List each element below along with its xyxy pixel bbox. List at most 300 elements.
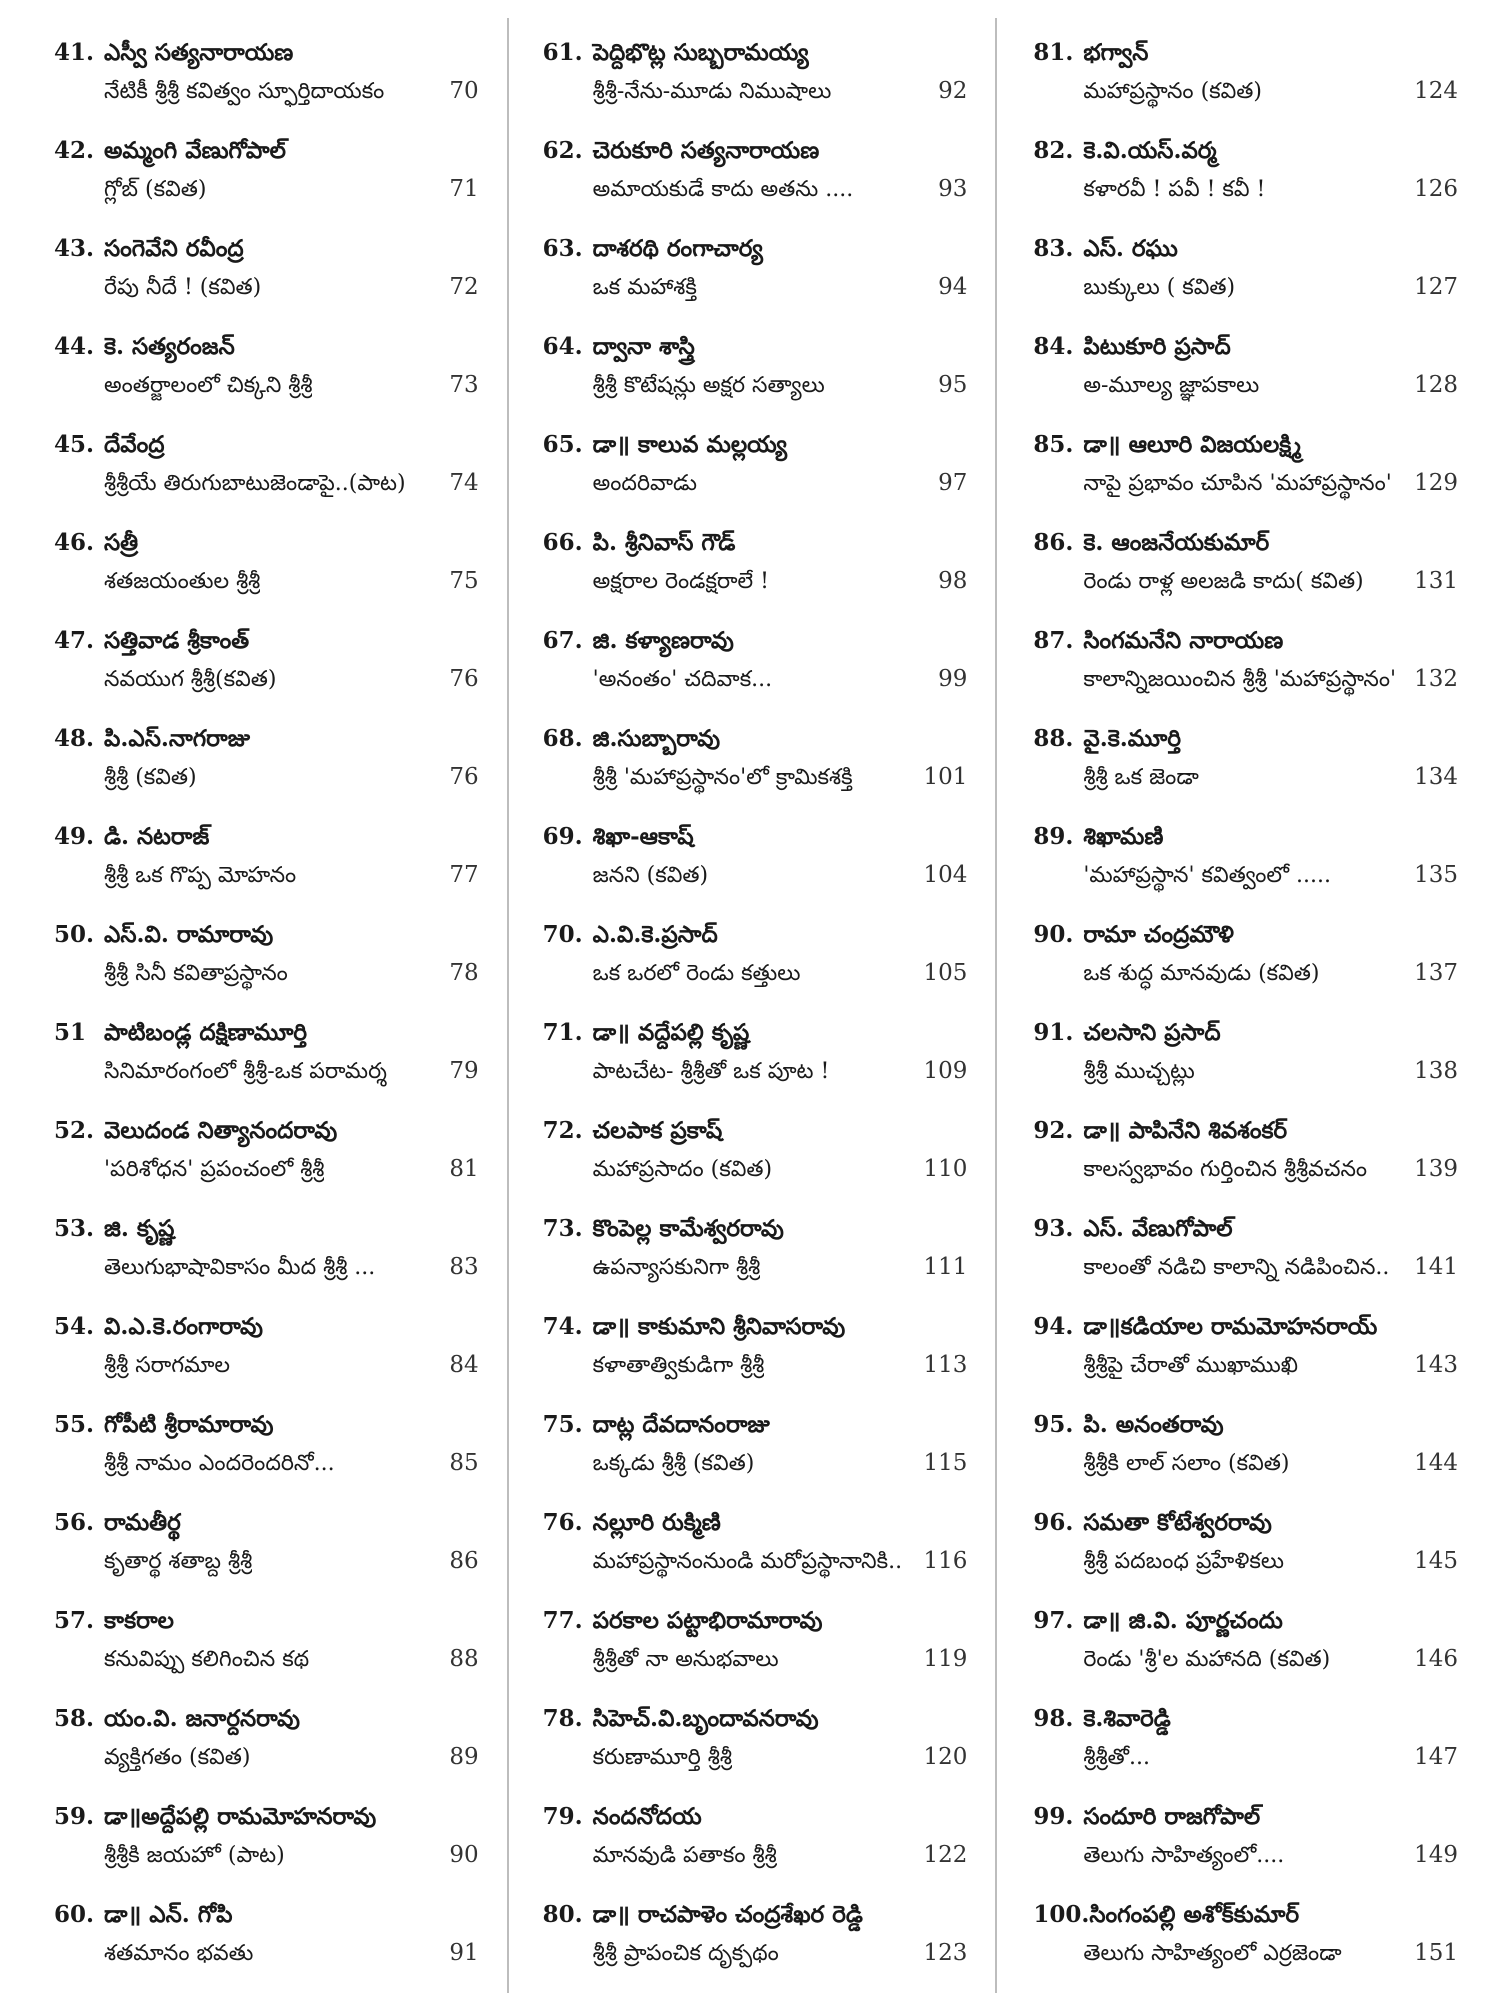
contents-entry bbox=[54, 1684, 479, 1782]
entry-number: 85. bbox=[1033, 431, 1074, 458]
entry-page-number: 151 bbox=[1414, 1940, 1459, 1966]
entry-author: సిహెచ్.వి.బృందావనరావు bbox=[592, 1705, 819, 1732]
entry-heading bbox=[54, 1602, 479, 1640]
entry-number: 60. bbox=[54, 1901, 95, 1928]
entry-title: శ్రీశ్రీయే తిరుగుబాటుజెండాపై..(పాట) bbox=[104, 471, 406, 496]
contents-entry bbox=[1033, 1390, 1458, 1488]
entry-detail bbox=[54, 1934, 479, 1972]
entry-page-number: 134 bbox=[1414, 764, 1459, 790]
contents-entry bbox=[54, 312, 479, 410]
entry-detail bbox=[54, 1444, 479, 1482]
contents-entry bbox=[54, 1194, 479, 1292]
contents-entry bbox=[1033, 116, 1458, 214]
entry-page-number: 149 bbox=[1414, 1842, 1459, 1868]
entry-author: చలసాని ప్రసాద్ bbox=[1083, 1019, 1221, 1046]
entry-author: పరకాల పట్టాభిరామారావు bbox=[592, 1607, 823, 1634]
entry-number: 57. bbox=[54, 1607, 95, 1634]
entry-detail bbox=[543, 856, 968, 894]
entry-page-number: 146 bbox=[1414, 1646, 1459, 1672]
entry-author: డా॥ రాచపాళెం చంద్రశేఖర రెడ్డి bbox=[592, 1901, 863, 1928]
entry-heading bbox=[54, 1700, 479, 1738]
entry-heading bbox=[543, 132, 968, 170]
entry-author: డా॥కడియాల రామమోహనరాయ్ bbox=[1083, 1313, 1378, 1340]
contents-entry bbox=[1033, 1880, 1458, 1978]
entry-number: 96. bbox=[1033, 1509, 1074, 1536]
contents-entry bbox=[543, 1194, 968, 1292]
entry-page-number: 78 bbox=[449, 960, 479, 986]
entry-number: 56. bbox=[54, 1509, 95, 1536]
entry-number: 46. bbox=[54, 529, 95, 556]
entry-author: పి.ఎస్.నాగరాజు bbox=[104, 725, 250, 752]
entry-detail bbox=[1033, 170, 1458, 208]
contents-entry bbox=[54, 1782, 479, 1880]
entry-author: వై.కె.మూర్తి bbox=[1083, 725, 1182, 752]
contents-entry bbox=[1033, 508, 1458, 606]
contents-entry bbox=[54, 704, 479, 802]
entry-page-number: 73 bbox=[449, 372, 479, 398]
entry-page-number: 81 bbox=[449, 1156, 479, 1182]
entry-title: నాపై ప్రభావం చూపిన 'మహాప్రస్థానం' bbox=[1083, 471, 1392, 496]
entry-title: నవయుగ శ్రీశ్రీ(కవిత) bbox=[104, 667, 277, 692]
entry-title: వ్యక్తిగతం (కవిత) bbox=[104, 1745, 251, 1770]
entry-page-number: 127 bbox=[1414, 274, 1459, 300]
entry-author: జి. కృష్ణ bbox=[104, 1215, 175, 1242]
entry-page-number: 116 bbox=[923, 1548, 968, 1574]
entry-author: గోపీటి శ్రీరామారావు bbox=[104, 1411, 274, 1438]
entry-author: రామా చంద్రమౌళి bbox=[1083, 921, 1234, 948]
entry-page-number: 138 bbox=[1414, 1058, 1459, 1084]
entry-detail bbox=[54, 1738, 479, 1776]
entry-heading bbox=[543, 524, 968, 562]
entry-detail bbox=[54, 268, 479, 306]
entry-heading bbox=[1033, 1896, 1458, 1934]
entry-title: తెలుగు సాహిత్యంలో ఎర్రజెండా bbox=[1083, 1941, 1342, 1966]
entry-page-number: 84 bbox=[449, 1352, 479, 1378]
entry-detail bbox=[543, 1542, 968, 1580]
entry-number: 90. bbox=[1033, 921, 1074, 948]
entry-number: 76. bbox=[542, 1509, 583, 1536]
contents-entry bbox=[54, 802, 479, 900]
entry-number: 86. bbox=[1033, 529, 1074, 556]
entry-heading bbox=[543, 622, 968, 660]
entry-number: 80. bbox=[542, 1901, 583, 1928]
entry-detail bbox=[543, 660, 968, 698]
entry-heading bbox=[54, 132, 479, 170]
entry-page-number: 98 bbox=[938, 568, 968, 594]
entry-page-number: 75 bbox=[449, 568, 479, 594]
contents-entry bbox=[543, 1488, 968, 1586]
entry-page-number: 76 bbox=[449, 764, 479, 790]
entry-author: ఎస్వీ సత్యనారాయణ bbox=[104, 39, 294, 66]
contents-entry bbox=[1033, 1096, 1458, 1194]
entry-title: మానవుడి పతాకం శ్రీశ్రీ bbox=[592, 1843, 777, 1868]
entry-author: శిఖామణి bbox=[1083, 823, 1164, 850]
entry-number: 54. bbox=[54, 1313, 95, 1340]
entry-detail bbox=[54, 562, 479, 600]
entry-title: అందరివాడు bbox=[592, 471, 697, 496]
entry-heading bbox=[54, 1406, 479, 1444]
entry-heading bbox=[543, 818, 968, 856]
entry-title: అక్షరాల రెండక్షరాలే ! bbox=[592, 569, 769, 594]
entry-page-number: 85 bbox=[449, 1450, 479, 1476]
entry-detail bbox=[1033, 1836, 1458, 1874]
entry-title: శ్రీశ్రీతో నా అనుభవాలు bbox=[592, 1647, 779, 1672]
contents-entry bbox=[54, 1880, 479, 1978]
entry-heading bbox=[543, 1112, 968, 1150]
entry-detail bbox=[1033, 954, 1458, 992]
entry-heading bbox=[1033, 622, 1458, 660]
entry-heading bbox=[1033, 1210, 1458, 1248]
entry-number: 66. bbox=[542, 529, 583, 556]
entry-heading bbox=[54, 916, 479, 954]
entry-page-number: 92 bbox=[938, 78, 968, 104]
entry-author: డి. నటరాజ్ bbox=[104, 823, 210, 850]
entry-page-number: 143 bbox=[1414, 1352, 1459, 1378]
entry-heading bbox=[543, 230, 968, 268]
entry-number: 55. bbox=[54, 1411, 95, 1438]
entry-heading bbox=[543, 1798, 968, 1836]
entry-heading bbox=[543, 916, 968, 954]
entry-page-number: 91 bbox=[449, 1940, 479, 1966]
entry-number: 67. bbox=[542, 627, 583, 654]
entry-number: 94. bbox=[1033, 1313, 1074, 1340]
entry-detail bbox=[543, 366, 968, 404]
entry-number: 53. bbox=[54, 1215, 95, 1242]
entry-heading bbox=[543, 1014, 968, 1052]
entry-page-number: 109 bbox=[923, 1058, 968, 1084]
entry-detail bbox=[543, 464, 968, 502]
entry-detail bbox=[1033, 1542, 1458, 1580]
entry-detail bbox=[54, 366, 479, 404]
entry-page-number: 76 bbox=[449, 666, 479, 692]
entry-title: శ్రీశ్రీ కొటేషన్లు అక్షర సత్యాలు bbox=[592, 373, 825, 398]
entry-heading bbox=[1033, 1112, 1458, 1150]
entry-detail bbox=[1033, 856, 1458, 894]
entry-page-number: 144 bbox=[1414, 1450, 1459, 1476]
entry-page-number: 124 bbox=[1414, 78, 1459, 104]
contents-entry bbox=[1033, 900, 1458, 998]
entry-detail bbox=[543, 1346, 968, 1384]
contents-entry bbox=[543, 1292, 968, 1390]
entry-title: శ్రీశ్రీ సినీ కవితాప్రస్థానం bbox=[104, 961, 288, 986]
entry-heading bbox=[1033, 1308, 1458, 1346]
contents-entry bbox=[543, 998, 968, 1096]
contents-entry bbox=[54, 1586, 479, 1684]
entry-heading bbox=[1033, 132, 1458, 170]
entry-author: ద్వానా శాస్త్రి bbox=[592, 333, 695, 360]
entry-heading bbox=[54, 1896, 479, 1934]
entry-title: శ్రీశ్రీ పదబంధ ప్రహేళికలు bbox=[1083, 1549, 1285, 1574]
entry-title: అమాయకుడే కాదు అతను .... bbox=[592, 177, 854, 202]
contents-entry bbox=[543, 802, 968, 900]
entry-title: రెండు రాళ్ల అలజడి కాదు( కవిత) bbox=[1083, 569, 1364, 594]
entry-page-number: 77 bbox=[449, 862, 479, 888]
entry-number: 69. bbox=[542, 823, 583, 850]
entry-heading bbox=[1033, 720, 1458, 758]
contents-entry bbox=[54, 998, 479, 1096]
entry-heading bbox=[543, 1700, 968, 1738]
entry-title: కరుణామూర్తి శ్రీశ్రీ bbox=[592, 1745, 732, 1770]
entry-author: నల్లూరి రుక్మిణి bbox=[592, 1509, 721, 1536]
entry-heading bbox=[54, 1308, 479, 1346]
entry-title: మహాప్రసాదం (కవిత) bbox=[592, 1157, 773, 1182]
entry-heading bbox=[1033, 34, 1458, 72]
entry-detail bbox=[1033, 268, 1458, 306]
entry-number: 52. bbox=[54, 1117, 95, 1144]
entry-author: దాశరథి రంగాచార్య bbox=[592, 235, 763, 262]
entry-number: 44. bbox=[54, 333, 95, 360]
entry-number: 89. bbox=[1033, 823, 1074, 850]
entry-detail bbox=[543, 954, 968, 992]
entry-title: బుక్కులు ( కవిత) bbox=[1083, 275, 1236, 300]
entry-heading bbox=[543, 720, 968, 758]
entry-heading bbox=[543, 1602, 968, 1640]
entry-detail bbox=[1033, 1640, 1458, 1678]
entry-number: 98. bbox=[1033, 1705, 1074, 1732]
entry-author: సత్రీ bbox=[104, 529, 139, 556]
entry-heading bbox=[543, 1210, 968, 1248]
entry-number: 97. bbox=[1033, 1607, 1074, 1634]
entry-author: కొంపెల్ల కామేశ్వరరావు bbox=[592, 1215, 784, 1242]
entry-detail bbox=[1033, 464, 1458, 502]
entry-title: శ్రీశ్రీ ముచ్చట్లు bbox=[1083, 1059, 1195, 1084]
entry-number: 68. bbox=[542, 725, 583, 752]
entry-title: శ్రీశ్రీ నామం ఎందరెందరినో... bbox=[104, 1451, 335, 1476]
contents-entry bbox=[1033, 1488, 1458, 1586]
entry-author: కె.వి.యస్.వర్మ bbox=[1083, 137, 1217, 164]
contents-entry bbox=[1033, 606, 1458, 704]
entry-page-number: 105 bbox=[923, 960, 968, 986]
entry-title: 'మహాప్రస్థాన' కవిత్వంలో ..... bbox=[1083, 863, 1331, 888]
entry-page-number: 88 bbox=[449, 1646, 479, 1672]
entry-author: ఎస్. వేణుగోపాల్ bbox=[1083, 1215, 1233, 1242]
entry-title: కళాతాత్వికుడిగా శ్రీశ్రీ bbox=[592, 1353, 765, 1378]
entry-heading bbox=[1033, 1700, 1458, 1738]
entry-page-number: 94 bbox=[938, 274, 968, 300]
entry-number: 83. bbox=[1033, 235, 1074, 262]
entry-author: సింగమనేని నారాయణ bbox=[1083, 627, 1284, 654]
contents-entry bbox=[54, 18, 479, 116]
entry-page-number: 132 bbox=[1414, 666, 1459, 692]
entry-heading bbox=[543, 34, 968, 72]
entry-title: ఒక మహాశక్తి bbox=[592, 275, 697, 300]
entry-number: 79. bbox=[542, 1803, 583, 1830]
entry-page-number: 74 bbox=[449, 470, 479, 496]
entry-author: సంగెవేని రవీంద్ర bbox=[104, 235, 244, 262]
entry-author: డా॥ జి.వి. పూర్ణచందు bbox=[1083, 1607, 1283, 1634]
entry-title: 'పరిశోధన' ప్రపంచంలో శ్రీశ్రీ bbox=[104, 1157, 325, 1182]
entry-number: 84. bbox=[1033, 333, 1074, 360]
entry-heading bbox=[543, 1308, 968, 1346]
entry-detail bbox=[1033, 366, 1458, 404]
entry-title: కాలంతో నడిచి కాలాన్ని నడిపించిన.. bbox=[1083, 1255, 1390, 1280]
contents-entry bbox=[543, 900, 968, 998]
entry-author: ఎస్. రఘు bbox=[1083, 235, 1178, 262]
entry-heading bbox=[54, 1798, 479, 1836]
entry-number: 100. bbox=[1033, 1901, 1090, 1928]
entry-title: ఒక్కడు శ్రీశ్రీ (కవిత) bbox=[592, 1451, 755, 1476]
entry-detail bbox=[543, 170, 968, 208]
entry-page-number: 126 bbox=[1414, 176, 1459, 202]
entry-heading bbox=[54, 1112, 479, 1150]
entry-detail bbox=[543, 758, 968, 796]
entry-heading bbox=[1033, 1014, 1458, 1052]
entry-author: జి. కళ్యాణరావు bbox=[592, 627, 734, 654]
entry-author: డా॥అద్దేపల్లి రామమోహనరావు bbox=[104, 1803, 377, 1830]
entry-number: 81. bbox=[1033, 39, 1074, 66]
entry-page-number: 147 bbox=[1414, 1744, 1459, 1770]
entry-page-number: 83 bbox=[449, 1254, 479, 1280]
entry-page-number: 111 bbox=[923, 1254, 968, 1280]
contents-entry bbox=[543, 410, 968, 508]
entry-author: చెరుకూరి సత్యనారాయణ bbox=[592, 137, 820, 164]
contents-entry bbox=[54, 606, 479, 704]
entry-page-number: 129 bbox=[1414, 470, 1459, 496]
entry-detail bbox=[54, 856, 479, 894]
entry-heading bbox=[543, 1896, 968, 1934]
entry-detail bbox=[1033, 1052, 1458, 1090]
entry-page-number: 141 bbox=[1414, 1254, 1459, 1280]
entry-author: డా॥ ఆలూరి విజయలక్ష్మి bbox=[1083, 431, 1301, 458]
entry-page-number: 128 bbox=[1414, 372, 1459, 398]
entry-detail bbox=[1033, 1444, 1458, 1482]
entry-heading bbox=[543, 1406, 968, 1444]
entry-number: 93. bbox=[1033, 1215, 1074, 1242]
entry-heading bbox=[54, 230, 479, 268]
contents-entry bbox=[543, 214, 968, 312]
entry-author: రామతీర్థ bbox=[104, 1509, 181, 1536]
entry-detail bbox=[54, 1150, 479, 1188]
entry-heading bbox=[543, 328, 968, 366]
entry-title: రేపు నీదే ! (కవిత) bbox=[104, 275, 262, 300]
entry-author: కె. సత్యరంజన్ bbox=[104, 333, 235, 360]
entry-author: డా॥ వద్దేపల్లి కృష్ణ bbox=[592, 1019, 750, 1046]
entry-page-number: 115 bbox=[923, 1450, 968, 1476]
contents-entry bbox=[1033, 998, 1458, 1096]
contents-entry bbox=[54, 116, 479, 214]
entry-number: 77. bbox=[542, 1607, 583, 1634]
entry-detail bbox=[1033, 1248, 1458, 1286]
entry-title: శ్రీశ్రీ ఒక గొప్ప మోహనం bbox=[104, 863, 297, 888]
entry-detail bbox=[54, 1052, 479, 1090]
entry-number: 47. bbox=[54, 627, 95, 654]
entry-author: సింగంపల్లి అశోక్‌కుమార్ bbox=[1089, 1901, 1300, 1928]
contents-entry bbox=[543, 312, 968, 410]
entry-title: ఉపన్యాసకునిగా శ్రీశ్రీ bbox=[592, 1255, 761, 1280]
entry-title: ఒక శుద్ధ మానవుడు (కవిత) bbox=[1083, 961, 1320, 986]
entry-number: 91. bbox=[1033, 1019, 1074, 1046]
entry-title: శ్రీశ్రీకి జయహో (పాట) bbox=[104, 1843, 285, 1868]
entry-detail bbox=[543, 562, 968, 600]
entry-author: యం.వి. జనార్దనరావు bbox=[104, 1705, 300, 1732]
entry-detail bbox=[1033, 562, 1458, 600]
entry-title: మహాప్రస్థానం (కవిత) bbox=[1083, 79, 1262, 104]
entry-author: సమతా కోటేశ్వరరావు bbox=[1083, 1509, 1272, 1536]
entry-detail bbox=[1033, 758, 1458, 796]
entry-page-number: 90 bbox=[449, 1842, 479, 1868]
entry-page-number: 137 bbox=[1414, 960, 1459, 986]
entry-number: 58. bbox=[54, 1705, 95, 1732]
entry-detail bbox=[54, 758, 479, 796]
entry-heading bbox=[54, 1504, 479, 1542]
entry-heading bbox=[1033, 524, 1458, 562]
entry-title: శ్రీశ్రీ 'మహాప్రస్థానం'లో క్రామికశక్తి bbox=[592, 765, 853, 790]
entry-author: పాటిబండ్ల దక్షిణామూర్తి bbox=[104, 1019, 308, 1046]
entry-author: పి. అనంతరావు bbox=[1083, 1411, 1224, 1438]
entry-number: 63. bbox=[542, 235, 583, 262]
entry-heading bbox=[54, 1014, 479, 1052]
entry-detail bbox=[543, 72, 968, 110]
entry-detail bbox=[54, 660, 479, 698]
entry-detail bbox=[1033, 1346, 1458, 1384]
entry-detail bbox=[54, 1836, 479, 1874]
entry-detail bbox=[54, 72, 479, 110]
entry-heading bbox=[54, 34, 479, 72]
contents-entry bbox=[543, 1880, 968, 1978]
entry-heading bbox=[54, 1210, 479, 1248]
entry-page-number: 101 bbox=[923, 764, 968, 790]
entry-title: శ్రీశ్రీ సరాగమాల bbox=[104, 1353, 231, 1378]
entry-title: శతజయంతుల శ్రీశ్రీ bbox=[104, 569, 261, 594]
entry-detail bbox=[54, 954, 479, 992]
entry-author: డా॥ పాపినేని శివశంకర్ bbox=[1083, 1117, 1288, 1144]
entry-author: వెలుదండ నిత్యానందరావు bbox=[104, 1117, 338, 1144]
contents-entry bbox=[1033, 1782, 1458, 1880]
contents-entry bbox=[1033, 1586, 1458, 1684]
entry-title: తెలుగుభాషావికాసం మీద శ్రీశ్రీ ... bbox=[104, 1255, 376, 1280]
contents-entry bbox=[543, 1684, 968, 1782]
entry-detail bbox=[1033, 660, 1458, 698]
entry-number: 50. bbox=[54, 921, 95, 948]
entry-author: ఎ.వి.కె.ప్రసాద్ bbox=[592, 921, 718, 948]
entry-page-number: 131 bbox=[1414, 568, 1459, 594]
contents-entry bbox=[54, 1096, 479, 1194]
contents-entry bbox=[1033, 704, 1458, 802]
entry-detail bbox=[543, 1150, 968, 1188]
entry-title: కృతార్థ శతాబ్ద శ్రీశ్రీ bbox=[104, 1549, 253, 1574]
entry-page-number: 97 bbox=[938, 470, 968, 496]
entry-number: 51 bbox=[54, 1019, 87, 1046]
entry-title: శ్రీశ్రీ (కవిత) bbox=[104, 765, 197, 790]
contents-entry bbox=[543, 606, 968, 704]
entry-author: అమ్మంగి వేణుగోపాల్ bbox=[104, 137, 286, 164]
entry-author: భగ్వాన్ bbox=[1083, 39, 1149, 66]
entry-detail bbox=[54, 1248, 479, 1286]
entry-title: పాటచేట- శ్రీశ్రీతో ఒక పూట ! bbox=[592, 1059, 830, 1084]
contents-entry bbox=[54, 1390, 479, 1488]
entry-title: నేటికీ శ్రీశ్రీ కవిత్వం స్ఫూర్తిదాయకం bbox=[104, 79, 385, 104]
entry-detail bbox=[1033, 1150, 1458, 1188]
entry-detail bbox=[54, 1346, 479, 1384]
entry-number: 87. bbox=[1033, 627, 1074, 654]
entry-number: 42. bbox=[54, 137, 95, 164]
entry-title: శ్రీశ్రీకి లాల్ సలాం (కవిత) bbox=[1083, 1451, 1290, 1476]
entry-title: ఒక ఒరలో రెండు కత్తులు bbox=[592, 961, 801, 986]
entry-heading bbox=[1033, 916, 1458, 954]
entry-detail bbox=[543, 1248, 968, 1286]
entry-number: 78. bbox=[542, 1705, 583, 1732]
entry-number: 75. bbox=[542, 1411, 583, 1438]
entry-number: 41. bbox=[54, 39, 95, 66]
entry-number: 72. bbox=[542, 1117, 583, 1144]
entry-heading bbox=[54, 720, 479, 758]
entry-page-number: 71 bbox=[449, 176, 479, 202]
entry-page-number: 99 bbox=[938, 666, 968, 692]
contents-entry bbox=[1033, 18, 1458, 116]
entry-title: కాలస్వభావం గుర్తించిన శ్రీశ్రీవచనం bbox=[1083, 1157, 1368, 1182]
entry-number: 48. bbox=[54, 725, 95, 752]
entry-author: కె. ఆంజనేయకుమార్ bbox=[1083, 529, 1270, 556]
